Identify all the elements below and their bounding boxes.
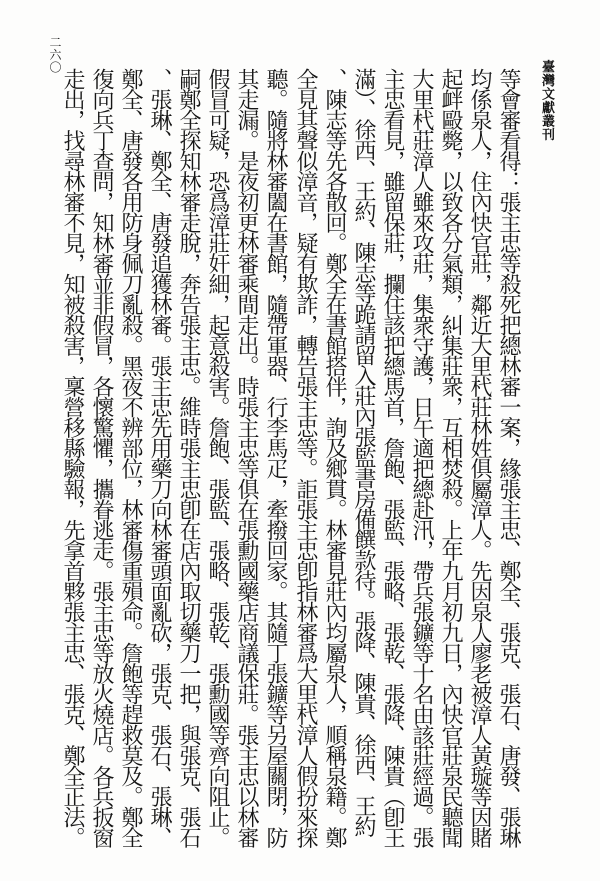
text-column: 假冒可疑，恐爲漳莊奸細，起意殺害。詹飽、張監、張略、張乾、張勳國等齊向阻止。 [205,68,230,847]
text-column: 復向兵丁查問，知林審並非假冒，各懷驚懼，攜眷逃走。張主忠等放火燒店。各兵扳窗 [89,68,114,847]
text-column: 鄭全、唐發各用防身佩刀亂殺。黑夜不辨部位，林審傷重殞命。詹飽等趕救莫及。鄭全 [118,68,143,847]
text-column: 走出，找尋林審不見，知被殺害，稟營移縣驗報，先拿首夥張主忠、張克、鄭全正法。 [60,68,85,847]
text-column: 、陳志等先各散回。鄭全在書館搭伴，詢及鄉貫。林審見莊內均屬泉人，順稱泉籍。鄭 [322,68,347,847]
text-column: 、張琳、鄭全、唐發追獲林審。張主忠先用藥刀向林審頭面亂砍，張克、張石、張琳、 [147,68,172,847]
text-column: 聽。隨將林審闔在書館，隨帶軍器、行李馬疋，牽撥回家。其隨丁張鑛等另屋關閉，防 [263,68,288,847]
text-column: 等會審看得：張主忠等殺死把總林審一案，緣張主忠、鄭全、張克、張石、唐發、張琳 [496,68,521,847]
text-column: 主忠看見，雖留保莊，攔住該把總馬首，詹飽、張監、張略、張乾、張降、陳貴（卽王 [380,68,405,847]
text-column: 滿）、徐西、王約、陳志等跪請留入莊內張監書房備饌款待。張降、陳貴、徐西、王約 [351,68,376,836]
text-column: 起衅毆斃，以致各分氣類，糾集莊衆，互相焚殺。上年九月初九日，內快官莊泉民聽聞 [438,68,463,847]
page-number: 二六〇 [48,36,62,74]
text-column: 全見其聲似漳音，疑有欺詐，轉告張主忠等。詎張主忠卽指林審爲大里杙漳人假扮來探 [293,68,318,847]
text-column: 均係泉人，住內快官莊，鄰近大里杙莊林姓俱屬漳人。先因泉人廖老被漳人黃璇等因賭 [467,68,492,847]
text-column: 大里杙莊漳人雖來攻莊，集衆守護，日午適把總赴汛，帶兵張鑛等十名由該莊經過。張 [409,68,434,847]
text-column: 嗣鄭全探知林審走脫，奔告張主忠。維時張主忠卽在店內取切藥刀一把，與張克、張石 [176,68,201,847]
text-column: 其走漏。是夜初更林審乘間走出。時張主忠等俱在張勳國藥店商議保莊。張主忠以林審 [234,68,259,847]
series-title: 臺灣文獻叢刊 [539,60,554,141]
